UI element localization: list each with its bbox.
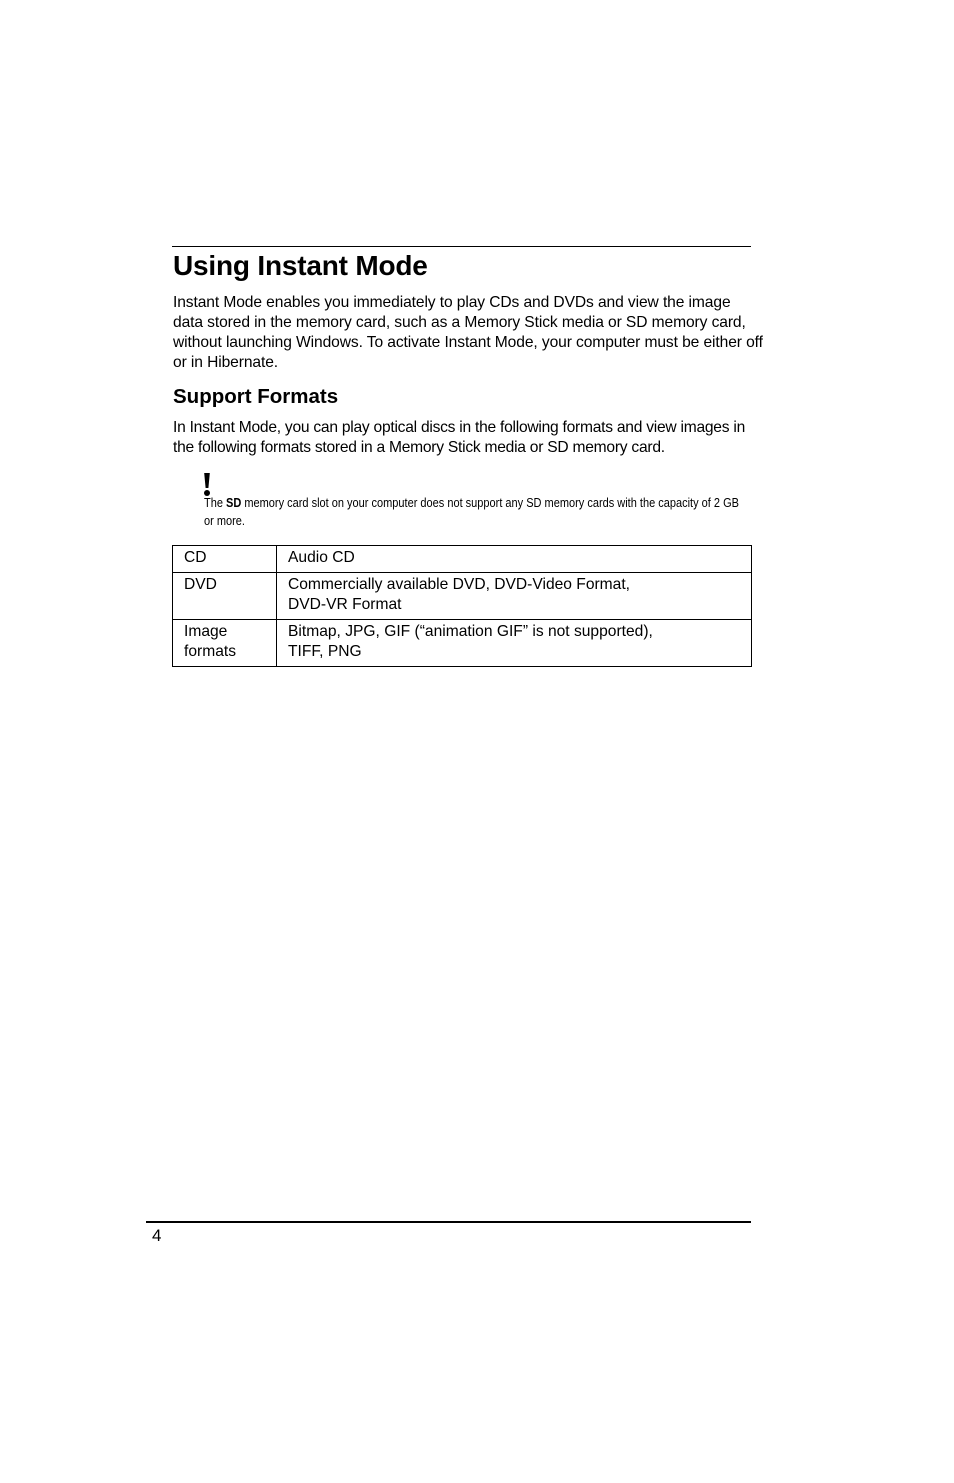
section-heading: Support Formats xyxy=(173,385,339,408)
page-number: 4 xyxy=(152,1226,162,1245)
formats-cell: Audio CD xyxy=(277,546,752,573)
formats-cell: Commercially available DVD, DVD-Video Format, DVD-VR Format xyxy=(277,573,752,620)
formats-table xyxy=(172,545,752,667)
table-row xyxy=(173,546,752,573)
table-row xyxy=(173,573,752,620)
intro-paragraph: Instant Mode enables you immediately to play CDs and DVDs and view the image data stored in the memory card, such as a Memory Stick media or SD memory card, without launching Windows. To activate Instant Mode, your computer must be either off or in Hibernate. xyxy=(173,294,763,371)
note-text xyxy=(204,494,750,530)
note-text-bold: SD xyxy=(226,496,242,510)
page-title: Using Instant Mode xyxy=(173,250,428,281)
section-paragraph: In Instant Mode, you can play optical discs in the following formats and view images in the following formats stored in a Memory Stick media or SD memory card. xyxy=(173,419,745,456)
bottom-rule xyxy=(146,1221,751,1223)
media-type-cell: DVD xyxy=(173,573,277,620)
media-type-cell: CD xyxy=(173,546,277,573)
note-text-before: The xyxy=(204,496,227,510)
note-block xyxy=(203,472,763,528)
formats-cell: Bitmap, JPG, GIF (“animation GIF” is not supported), TIFF, PNG xyxy=(277,620,752,667)
media-type-cell: Image formats xyxy=(173,620,277,667)
table-row xyxy=(173,620,752,667)
note-text-after: memory card slot on your computer does not support any SD memory cards with the capacity of 2 GB or more. xyxy=(204,496,739,528)
